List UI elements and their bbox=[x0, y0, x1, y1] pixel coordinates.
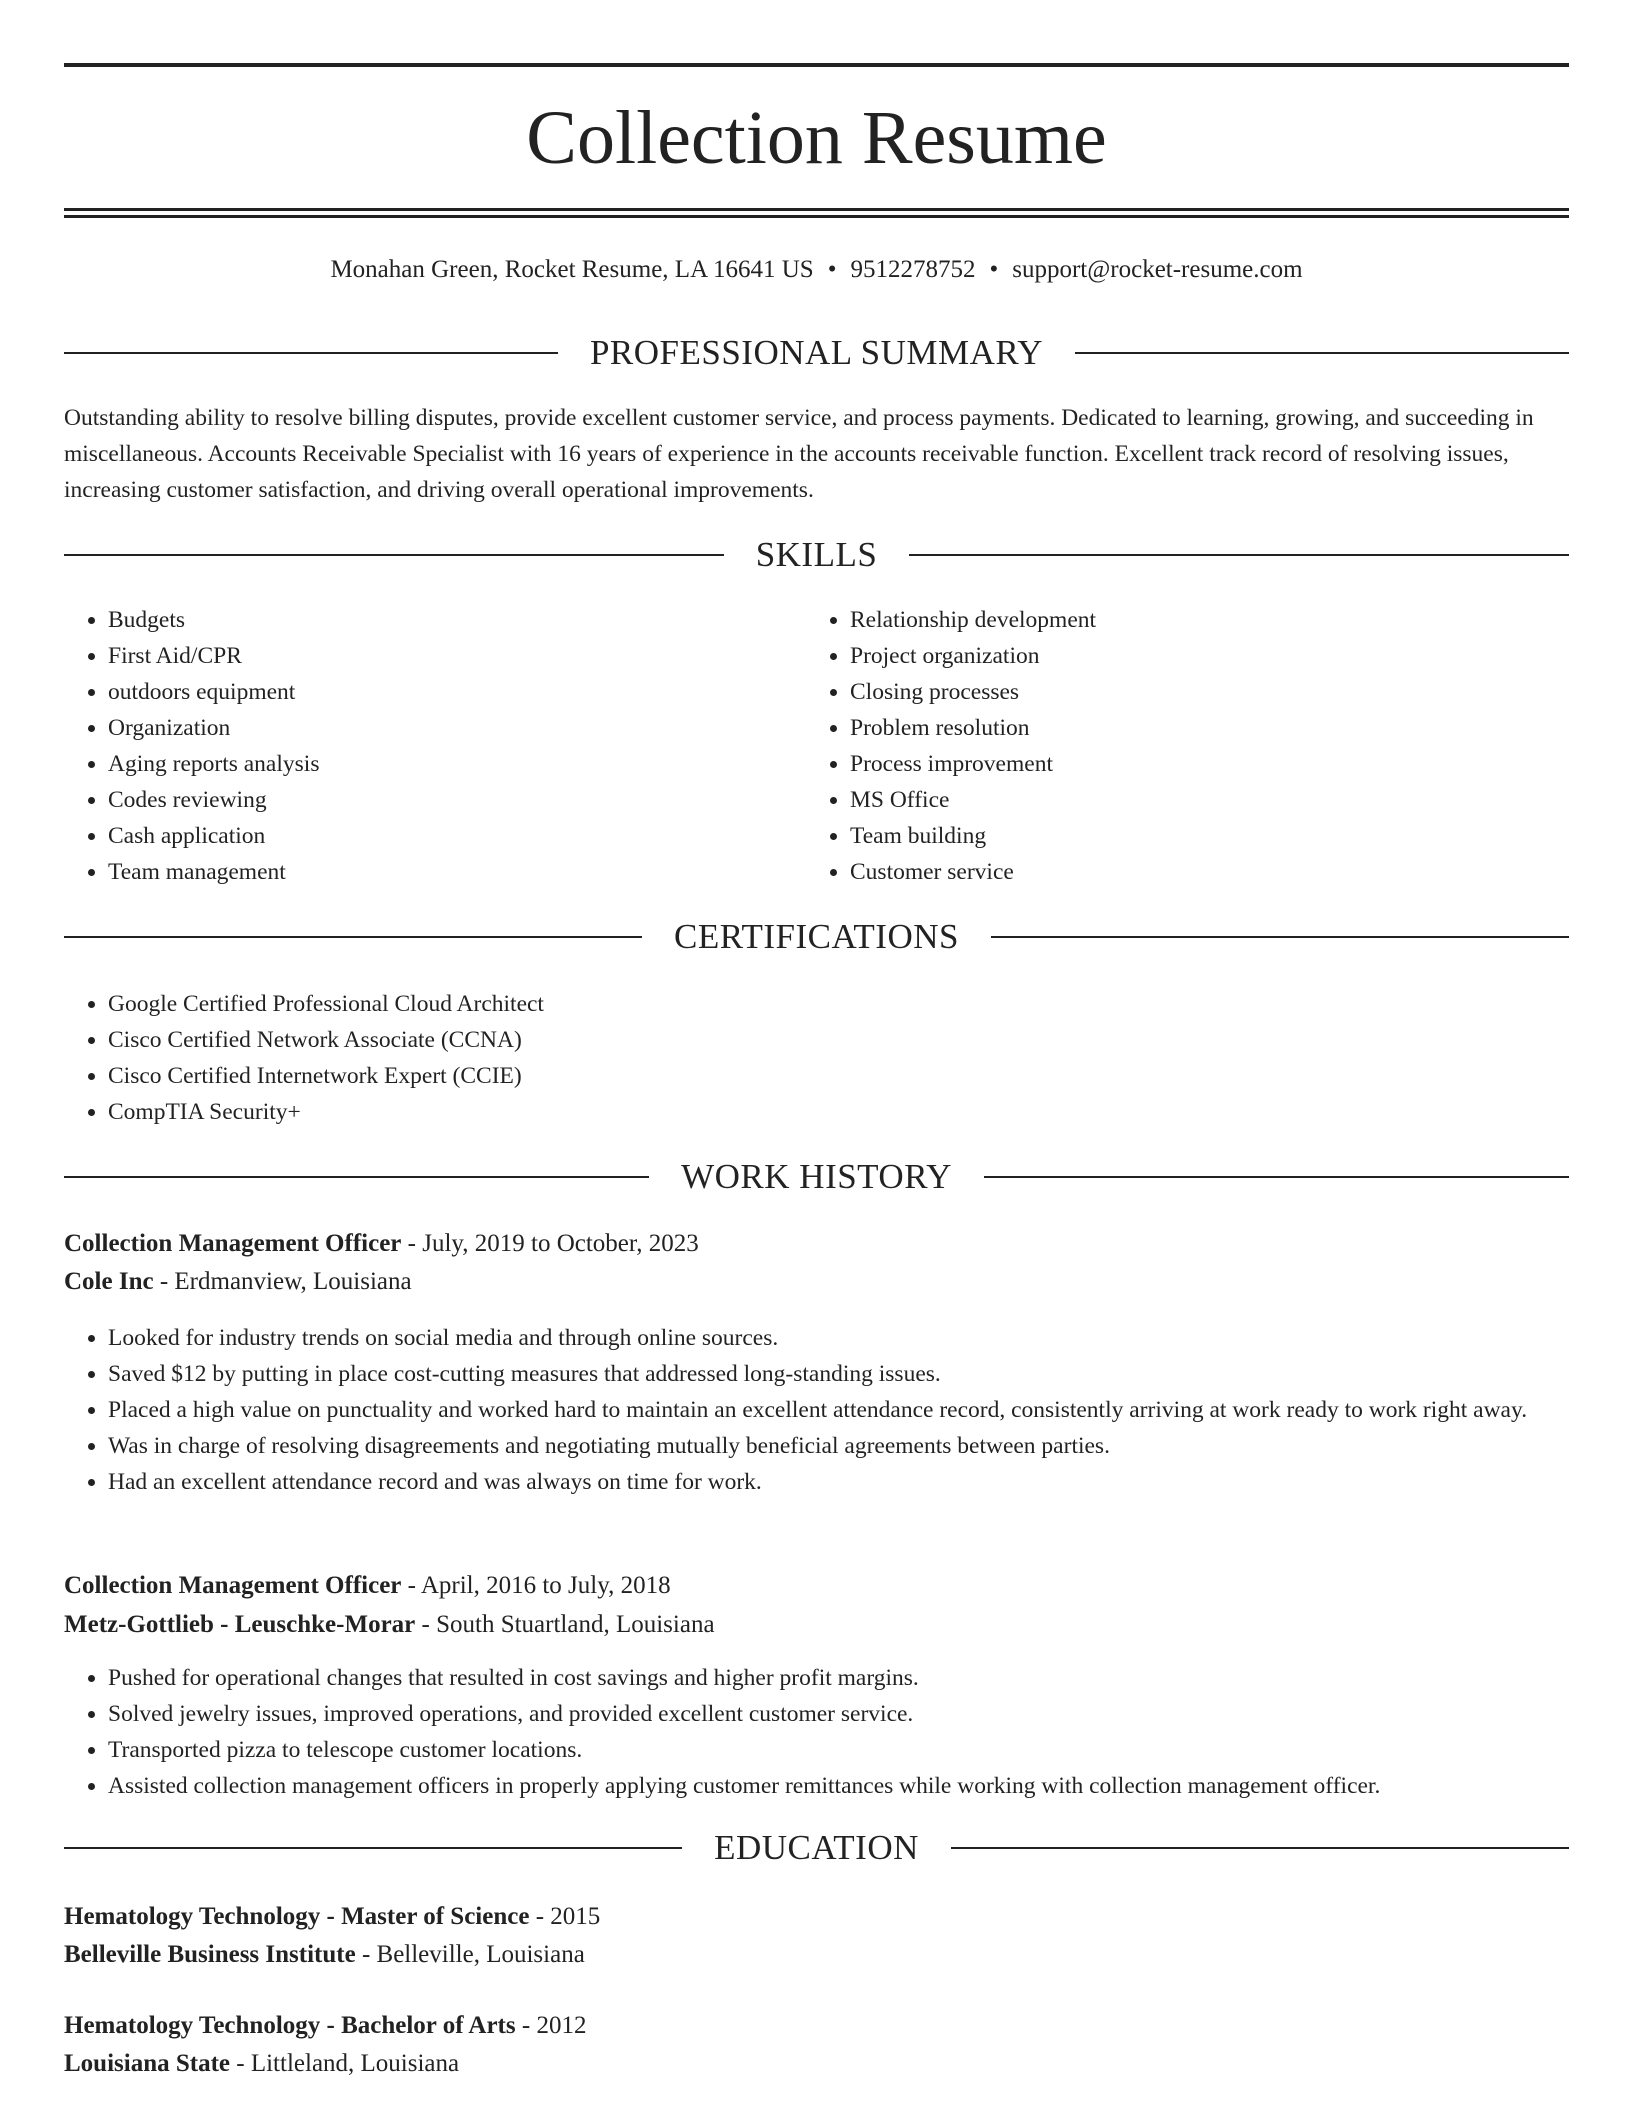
title-rule-upper bbox=[64, 208, 1569, 211]
section-title: EDUCATION bbox=[714, 1828, 919, 1867]
contact-address: Monahan Green, Rocket Resume, LA 16641 US bbox=[330, 256, 814, 283]
dash: - bbox=[535, 1903, 545, 1930]
certifications-list bbox=[64, 986, 1569, 1130]
job-dates: April, 2016 to July, 2018 bbox=[420, 1572, 671, 1599]
skill-item: • Process improvement bbox=[850, 746, 1566, 782]
skill-item: • Customer service bbox=[850, 854, 1566, 890]
skill-item: • MS Office bbox=[850, 782, 1566, 818]
certifications-block bbox=[64, 986, 1569, 1130]
job-duties-list bbox=[64, 1660, 1569, 1804]
education-year: 2012 bbox=[536, 2012, 587, 2039]
contact-separator: • bbox=[827, 256, 837, 283]
contact-phone: 9512278752 bbox=[850, 256, 976, 283]
job-company: Cole Inc bbox=[64, 1268, 154, 1295]
skill-item: • Team management bbox=[108, 854, 804, 890]
job-duty: • Transported pizza to telescope customer locations. bbox=[108, 1732, 1569, 1768]
contact-separator: • bbox=[989, 256, 999, 283]
certification-item: • CompTIA Security+ bbox=[108, 1094, 1569, 1130]
skill-item: • Codes reviewing bbox=[108, 782, 804, 818]
skill-item: • Aging reports analysis bbox=[108, 746, 804, 782]
certification-item: • Cisco Certified Internetwork Expert (CCIE) bbox=[108, 1058, 1569, 1094]
job-title: Collection Management Officer bbox=[64, 1230, 402, 1257]
education-location: Belleville, Louisiana bbox=[376, 1941, 585, 1968]
skill-item: • Team building bbox=[850, 818, 1566, 854]
job-duties bbox=[64, 1320, 1569, 1500]
certifications-heading bbox=[64, 915, 1569, 959]
education-school-line bbox=[64, 1937, 1569, 1973]
dash: - bbox=[521, 2012, 531, 2039]
education-degree-line bbox=[64, 2008, 1569, 2044]
heading-rule bbox=[909, 554, 1569, 556]
skill-item: • Budgets bbox=[108, 602, 804, 638]
education-degree-line bbox=[64, 1899, 1569, 1935]
education-location: Littleland, Louisiana bbox=[250, 2050, 460, 2077]
skill-item: • Organization bbox=[108, 710, 804, 746]
skills-list-right bbox=[806, 602, 1566, 890]
skill-item: • outdoors equipment bbox=[108, 674, 804, 710]
job-duty: • Assisted collection management officers in properly applying customer remittances while working with collection management officer. bbox=[108, 1768, 1569, 1804]
job-company: Metz-Gottlieb - Leuschke-Morar bbox=[64, 1611, 416, 1638]
skills-column-right bbox=[806, 602, 1566, 890]
job-duty: • Solved jewelry issues, improved operations, and provided excellent customer service. bbox=[108, 1696, 1569, 1732]
job-duty: • Looked for industry trends on social media and through online sources. bbox=[108, 1320, 1569, 1356]
heading-rule bbox=[984, 1176, 1569, 1178]
job-duty: • Had an excellent attendance record and was always on time for work. bbox=[108, 1464, 1569, 1500]
section-title: SKILLS bbox=[755, 535, 878, 574]
heading-rule bbox=[991, 936, 1569, 938]
heading-rule bbox=[64, 352, 558, 354]
heading-rule bbox=[64, 1847, 682, 1849]
job-duty: • Placed a high value on punctuality and worked hard to maintain an excellent attendance record, consistently arriving at work ready to work right away. bbox=[108, 1392, 1569, 1428]
section-title: PROFESSIONAL SUMMARY bbox=[589, 333, 1044, 372]
job-duty: • Pushed for operational changes that resulted in cost savings and higher profit margins. bbox=[108, 1660, 1569, 1696]
dash: - bbox=[159, 1268, 169, 1295]
job-duty: • Saved $12 by putting in place cost-cutting measures that addressed long-standing issues. bbox=[108, 1356, 1569, 1392]
skills-list-left bbox=[64, 602, 804, 890]
section-title: WORK HISTORY bbox=[681, 1157, 952, 1196]
job-duties bbox=[64, 1660, 1569, 1804]
job-title-line bbox=[64, 1568, 1569, 1604]
education-school: Belleville Business Institute bbox=[64, 1941, 356, 1968]
work-history-heading bbox=[64, 1155, 1569, 1199]
job-title-line bbox=[64, 1226, 1569, 1262]
contact-email: support@rocket-resume.com bbox=[1012, 256, 1303, 283]
summary-heading bbox=[64, 331, 1569, 375]
education-school-line bbox=[64, 2046, 1569, 2082]
certification-item: • Google Certified Professional Cloud Architect bbox=[108, 986, 1569, 1022]
education-year: 2015 bbox=[550, 1903, 601, 1930]
section-title: CERTIFICATIONS bbox=[674, 917, 959, 956]
contact-line bbox=[64, 253, 1569, 287]
title-rule-lower bbox=[64, 215, 1569, 218]
summary-text: Outstanding ability to resolve billing disputes, provide excellent customer service, and process payments. Dedicated to learning, growing, and succeeding in miscellaneous. Accounts Receivable Specialist with 16 years of experience in the accounts receivable function. Excellent track record of resolving issues, increasing customer satisfaction, and driving overall operational improvements. bbox=[64, 405, 1534, 503]
skill-item: • Cash application bbox=[108, 818, 804, 854]
skills-heading bbox=[64, 533, 1569, 577]
education-school: Louisiana State bbox=[64, 2050, 231, 2077]
heading-rule bbox=[1075, 352, 1569, 354]
dash: - bbox=[236, 2050, 245, 2077]
heading-rule bbox=[64, 554, 724, 556]
job-duty: • Was in charge of resolving disagreements and negotiating mutually beneficial agreements between parties. bbox=[108, 1428, 1569, 1464]
skill-item: • Relationship development bbox=[850, 602, 1566, 638]
job-duties-list bbox=[64, 1320, 1569, 1500]
top-rule bbox=[64, 63, 1569, 67]
page-title: Collection Resume bbox=[526, 96, 1107, 180]
heading-rule bbox=[64, 936, 642, 938]
job-location: South Stuartland, Louisiana bbox=[436, 1611, 715, 1638]
education-degree: Hematology Technology - Bachelor of Arts bbox=[64, 2012, 516, 2039]
dash: - bbox=[407, 1572, 416, 1599]
heading-rule bbox=[951, 1847, 1569, 1849]
job-title: Collection Management Officer bbox=[64, 1572, 402, 1599]
job-company-line bbox=[64, 1264, 1569, 1300]
job-dates: July, 2019 to October, 2023 bbox=[422, 1230, 699, 1257]
job-company-line bbox=[64, 1607, 1569, 1643]
education-heading bbox=[64, 1826, 1569, 1870]
skill-item: • Project organization bbox=[850, 638, 1566, 674]
heading-rule bbox=[64, 1176, 649, 1178]
skills-column-left bbox=[64, 602, 804, 890]
job-location: Erdmanview, Louisiana bbox=[174, 1268, 412, 1295]
education-degree: Hematology Technology - Master of Science bbox=[64, 1903, 530, 1930]
dash: - bbox=[407, 1230, 416, 1257]
certification-item: • Cisco Certified Network Associate (CCNA) bbox=[108, 1022, 1569, 1058]
skill-item: • Problem resolution bbox=[850, 710, 1566, 746]
skill-item: • First Aid/CPR bbox=[108, 638, 804, 674]
dash: - bbox=[361, 1941, 371, 1968]
skill-item: • Closing processes bbox=[850, 674, 1566, 710]
dash: - bbox=[421, 1611, 430, 1638]
